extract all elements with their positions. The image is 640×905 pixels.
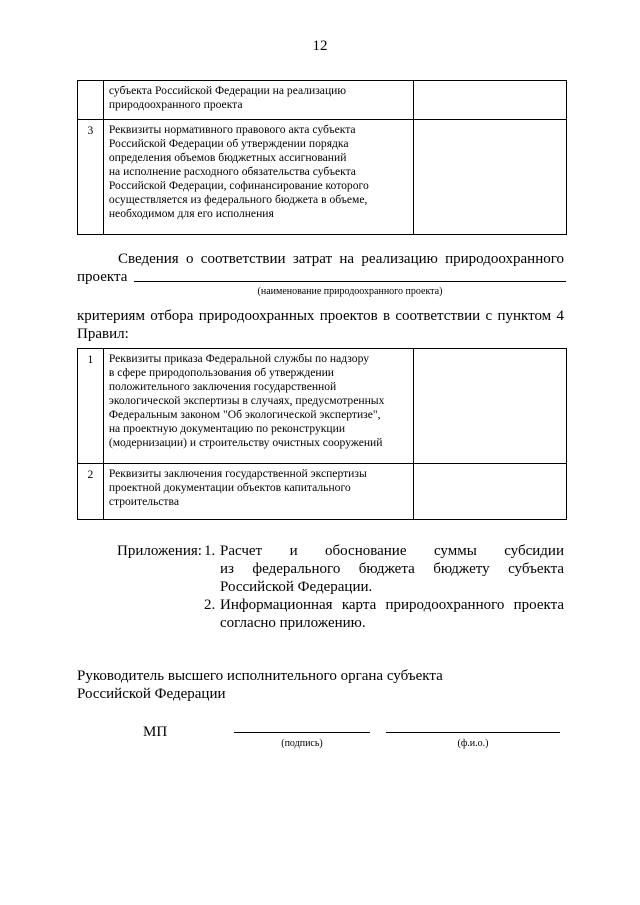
description-line: Российской Федерации об утверждении порядка <box>108 137 349 150</box>
row-description <box>103 349 414 464</box>
description-line: строительства <box>108 495 179 508</box>
stamp-label: МП <box>143 724 168 740</box>
project-name-field[interactable] <box>134 281 566 282</box>
description-line: Реквизиты приказа Федеральной службы по надзору <box>108 352 370 365</box>
attachments-label: Приложения: <box>117 543 202 559</box>
row-value-cell <box>414 81 567 120</box>
description-line: природоохранного проекта <box>108 98 243 111</box>
attachment-number: 2. <box>204 597 216 613</box>
row-value-cell <box>414 464 567 520</box>
head-title-line: Российской Федерации <box>77 686 226 702</box>
row-number: 2 <box>78 464 104 520</box>
signature-hint: (подпись) <box>281 738 323 749</box>
table-row <box>78 120 567 235</box>
compliance-criteria-line: критериям отбора природоохранных проектов в соответствии с пунктом 4 <box>77 308 564 324</box>
description-line: (модернизации) и строительству очистных сооружений <box>108 436 383 449</box>
requisites-table-2 <box>77 348 567 520</box>
description-line: в сфере природопользования об утверждении <box>108 366 334 379</box>
attachment-line: из федерального бюджета бюджету субъекта <box>220 561 564 577</box>
row-number: 3 <box>78 120 104 235</box>
row-value-cell <box>414 120 567 235</box>
full-name-hint: (ф.и.о.) <box>457 738 489 749</box>
description-line: экологической экспертизы в случаях, предусмотренных <box>108 394 385 407</box>
compliance-intro-line: Сведения о соответствии затрат на реализацию природоохранного <box>118 251 564 267</box>
row-value-cell <box>414 349 567 464</box>
description-line: Реквизиты заключения государственной экспертизы <box>108 467 367 480</box>
description-line: проектной документации объектов капитального <box>108 481 351 494</box>
description-line: Реквизиты нормативного правового акта субъекта <box>108 123 356 136</box>
attachment-number: 1. <box>204 543 216 559</box>
table-row <box>78 464 567 520</box>
description-line: положительного заключения государственной <box>108 380 337 393</box>
row-description <box>103 464 414 520</box>
row-description <box>103 120 413 235</box>
row-number <box>78 81 104 120</box>
description-line: субъекта Российской Федерации на реализацию <box>108 84 347 97</box>
description-line: на проектную документацию по реконструкции <box>108 422 346 435</box>
description-line: на исполнение расходного обязательства субъекта <box>108 165 356 178</box>
project-name-hint: (наименование природоохранного проекта) <box>257 286 443 297</box>
attachment-line: Информационная карта природоохранного проекта <box>220 597 564 613</box>
head-title-line: Руководитель высшего исполнительного органа субъекта <box>77 668 443 684</box>
description-line: необходимом для его исполнения <box>108 207 274 220</box>
description-line: осуществляется из федерального бюджета в объеме, <box>108 193 368 206</box>
compliance-rules-label: Правил: <box>77 326 129 342</box>
description-line: определения объемов бюджетных ассигнований <box>108 151 347 164</box>
table-row <box>78 81 567 120</box>
attachment-line: согласно приложению. <box>220 615 366 631</box>
signature-field[interactable] <box>234 732 370 733</box>
attachment-line: Российской Федерации. <box>220 579 373 595</box>
description-line: Российской Федерации, софинансирование которого <box>108 179 369 192</box>
requisites-table-1 <box>77 80 567 235</box>
compliance-project-label: проекта <box>77 269 128 285</box>
table-row <box>78 349 567 464</box>
full-name-field[interactable] <box>386 732 560 733</box>
row-number: 1 <box>78 349 104 464</box>
row-description <box>103 81 413 120</box>
page-number: 12 <box>312 38 328 54</box>
attachment-line: Расчет и обоснование суммы субсидии <box>220 543 564 559</box>
description-line: Федеральным законом "Об экологической экспертизе", <box>108 408 381 421</box>
